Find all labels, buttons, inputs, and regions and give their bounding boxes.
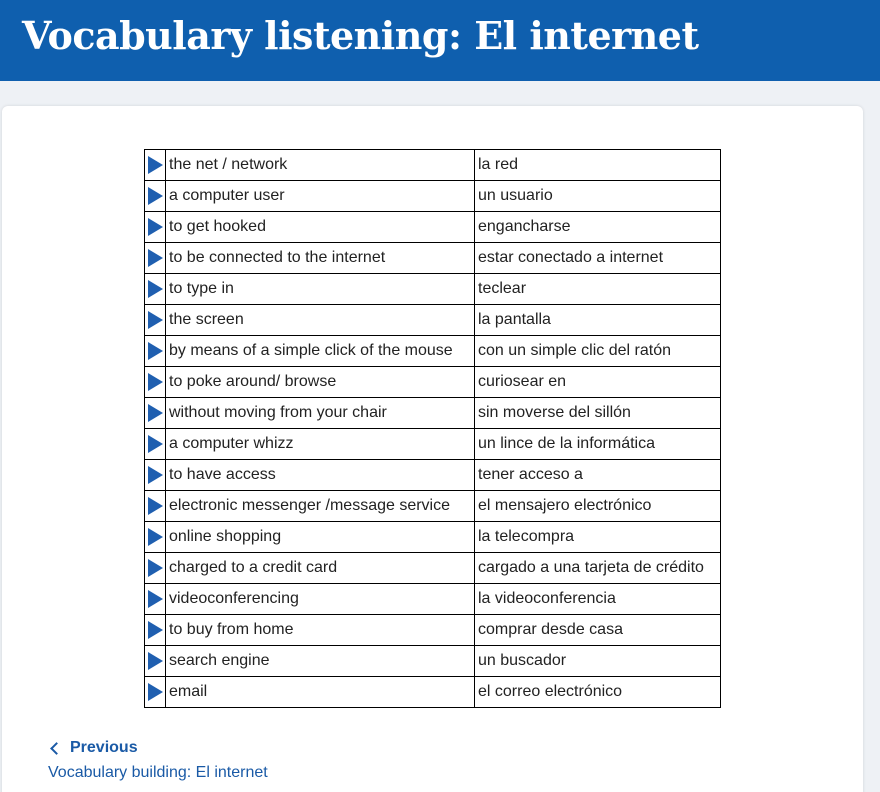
play-icon[interactable] xyxy=(148,466,163,484)
pagination-nav xyxy=(48,739,268,782)
play-cell xyxy=(145,584,166,615)
table-row xyxy=(145,398,721,429)
english-term: charged to a credit card xyxy=(166,553,475,584)
english-term: without moving from your chair xyxy=(166,398,475,429)
vocabulary-table-body xyxy=(145,150,721,708)
table-row xyxy=(145,212,721,243)
spanish-term: teclear xyxy=(475,274,721,305)
play-icon[interactable] xyxy=(148,528,163,546)
table-row xyxy=(145,522,721,553)
play-cell xyxy=(145,398,166,429)
english-term: to have access xyxy=(166,460,475,491)
spanish-term: la telecompra xyxy=(475,522,721,553)
play-icon[interactable] xyxy=(148,280,163,298)
table-row xyxy=(145,584,721,615)
play-icon[interactable] xyxy=(148,559,163,577)
english-term: a computer whizz xyxy=(166,429,475,460)
spanish-term: sin moverse del sillón xyxy=(475,398,721,429)
table-row xyxy=(145,491,721,522)
english-term: search engine xyxy=(166,646,475,677)
play-cell xyxy=(145,677,166,708)
page-header xyxy=(0,0,880,81)
table-row xyxy=(145,429,721,460)
play-cell xyxy=(145,305,166,336)
play-cell xyxy=(145,615,166,646)
spanish-term: el mensajero electrónico xyxy=(475,491,721,522)
play-cell xyxy=(145,429,166,460)
english-term: by means of a simple click of the mouse xyxy=(166,336,475,367)
table-row xyxy=(145,150,721,181)
spanish-term: estar conectado a internet xyxy=(475,243,721,274)
table-row xyxy=(145,336,721,367)
play-cell xyxy=(145,460,166,491)
play-icon[interactable] xyxy=(148,621,163,639)
play-icon[interactable] xyxy=(148,435,163,453)
table-row xyxy=(145,274,721,305)
spanish-term: la pantalla xyxy=(475,305,721,336)
table-row xyxy=(145,243,721,274)
content-card xyxy=(2,106,863,792)
play-cell xyxy=(145,367,166,398)
english-term: to get hooked xyxy=(166,212,475,243)
play-icon[interactable] xyxy=(148,156,163,174)
vocabulary-table xyxy=(144,149,721,708)
play-icon[interactable] xyxy=(148,404,163,422)
table-row xyxy=(145,553,721,584)
play-cell xyxy=(145,646,166,677)
english-term: to be connected to the internet xyxy=(166,243,475,274)
previous-label[interactable]: Previous xyxy=(70,739,138,756)
play-icon[interactable] xyxy=(148,683,163,701)
english-term: videoconferencing xyxy=(166,584,475,615)
table-row xyxy=(145,460,721,491)
english-term: online shopping xyxy=(166,522,475,553)
spanish-term: un usuario xyxy=(475,181,721,212)
table-row xyxy=(145,677,721,708)
spanish-term: con un simple clic del ratón xyxy=(475,336,721,367)
previous-link[interactable] xyxy=(48,739,268,757)
play-icon[interactable] xyxy=(148,311,163,329)
play-cell xyxy=(145,274,166,305)
spanish-term: tener acceso a xyxy=(475,460,721,491)
english-term: electronic messenger /message service xyxy=(166,491,475,522)
play-icon[interactable] xyxy=(148,187,163,205)
english-term: to type in xyxy=(166,274,475,305)
spanish-term: la red xyxy=(475,150,721,181)
play-cell xyxy=(145,336,166,367)
english-term: to buy from home xyxy=(166,615,475,646)
spanish-term: curiosear en xyxy=(475,367,721,398)
play-cell xyxy=(145,181,166,212)
spanish-term: un lince de la informática xyxy=(475,429,721,460)
spanish-term: el correo electrónico xyxy=(475,677,721,708)
play-cell xyxy=(145,243,166,274)
play-cell xyxy=(145,491,166,522)
chevron-left-icon[interactable] xyxy=(50,742,63,755)
english-term: a computer user xyxy=(166,181,475,212)
table-row xyxy=(145,181,721,212)
play-icon[interactable] xyxy=(148,342,163,360)
previous-page-title-link[interactable]: Vocabulary building: El internet xyxy=(48,764,268,781)
english-term: the screen xyxy=(166,305,475,336)
table-row xyxy=(145,646,721,677)
english-term: to poke around/ browse xyxy=(166,367,475,398)
english-term: email xyxy=(166,677,475,708)
spanish-term: engancharse xyxy=(475,212,721,243)
table-row xyxy=(145,615,721,646)
play-cell xyxy=(145,553,166,584)
play-cell xyxy=(145,522,166,553)
english-term: the net / network xyxy=(166,150,475,181)
play-icon[interactable] xyxy=(148,218,163,236)
spanish-term: la videoconferencia xyxy=(475,584,721,615)
spanish-term: un buscador xyxy=(475,646,721,677)
table-row xyxy=(145,305,721,336)
play-icon[interactable] xyxy=(148,497,163,515)
play-icon[interactable] xyxy=(148,652,163,670)
spanish-term: comprar desde casa xyxy=(475,615,721,646)
spanish-term: cargado a una tarjeta de crédito xyxy=(475,553,721,584)
play-icon[interactable] xyxy=(148,590,163,608)
play-cell xyxy=(145,150,166,181)
table-row xyxy=(145,367,721,398)
page-title: Vocabulary listening: El internet xyxy=(22,13,699,58)
play-icon[interactable] xyxy=(148,249,163,267)
play-cell xyxy=(145,212,166,243)
play-icon[interactable] xyxy=(148,373,163,391)
